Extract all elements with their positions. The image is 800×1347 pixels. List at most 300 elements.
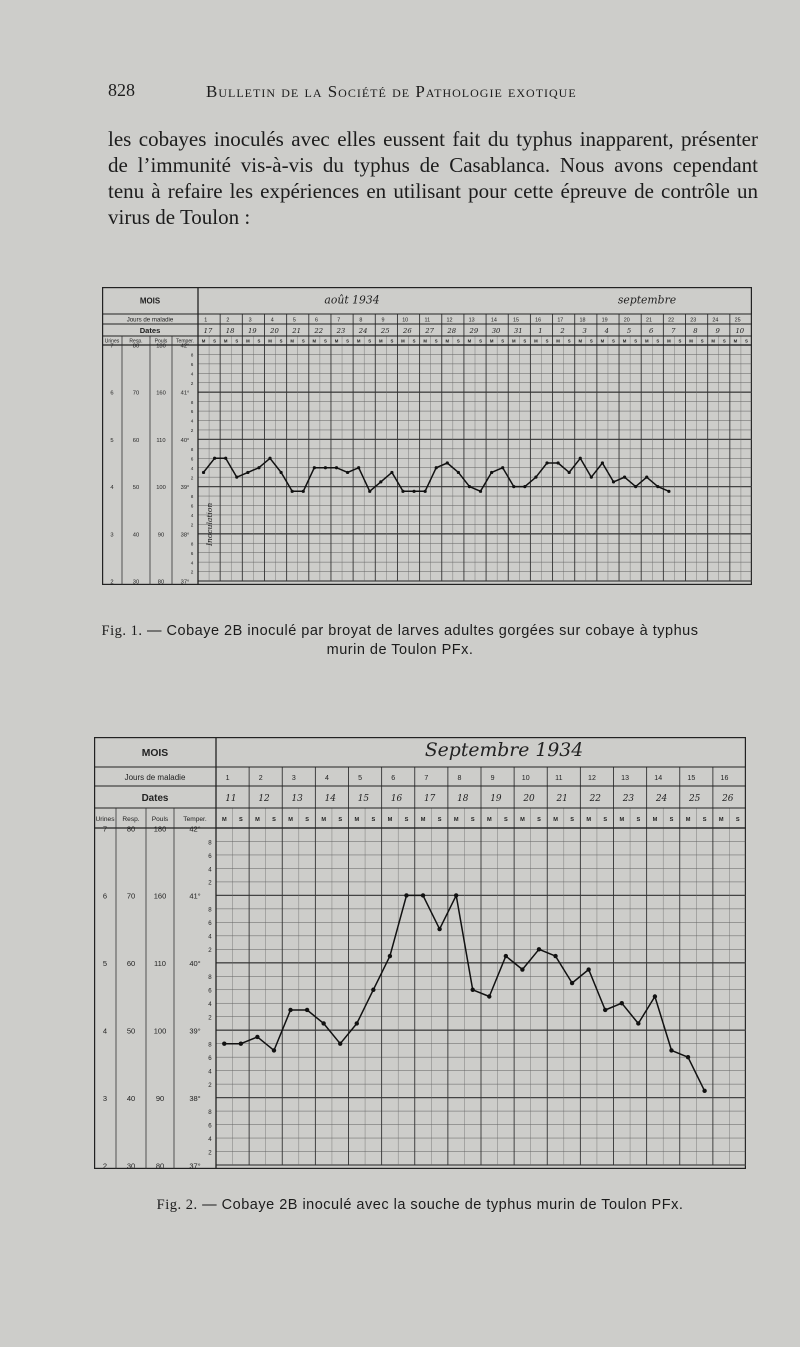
pouls-scale-value: 90 xyxy=(155,1093,165,1103)
temper-fraction-tick: 2 xyxy=(208,1081,212,1089)
temperature-point xyxy=(667,490,670,493)
date-value: 8 xyxy=(693,326,698,335)
evening-marker: S xyxy=(437,816,442,823)
evening-marker: S xyxy=(338,816,343,823)
temperature-point xyxy=(603,1008,607,1012)
day-of-illness: 9 xyxy=(490,774,495,782)
evening-marker: S xyxy=(570,816,574,823)
morning-marker: M xyxy=(553,816,558,823)
evening-marker: S xyxy=(390,338,394,344)
temperature-point xyxy=(338,1041,342,1045)
temperature-point xyxy=(487,994,491,998)
month-header: septembre xyxy=(617,293,677,307)
date-value: 17 xyxy=(203,326,213,335)
temper-fraction-tick: 2 xyxy=(208,947,212,955)
temper-fraction-tick: 2 xyxy=(190,569,194,575)
temper-fraction-tick: 4 xyxy=(190,418,194,424)
urines-scale-value: 4 xyxy=(110,485,114,492)
day-of-illness: 4 xyxy=(325,774,329,782)
date-value: 21 xyxy=(292,326,301,335)
temper-fraction-tick: 6 xyxy=(208,987,212,995)
day-of-illness: 13 xyxy=(468,317,475,324)
morning-marker: M xyxy=(467,338,472,344)
temper-fraction-tick: 2 xyxy=(208,879,212,887)
temperature-point xyxy=(379,480,382,483)
temperature-point xyxy=(401,490,404,493)
temper-fraction-tick: 6 xyxy=(208,1122,212,1130)
temper-fraction-tick: 8 xyxy=(208,1108,212,1116)
temperature-point xyxy=(324,466,327,469)
urines-scale-value: 3 xyxy=(110,532,114,539)
resp-scale-value: 60 xyxy=(126,959,136,969)
month-header: août 1934 xyxy=(324,293,380,307)
temper-fraction-tick: 8 xyxy=(190,399,194,405)
temper-fraction-tick: 8 xyxy=(190,352,194,358)
urines-scale-value: 7 xyxy=(110,343,114,350)
evening-marker: S xyxy=(503,816,508,823)
day-of-illness: 22 xyxy=(668,317,675,324)
evening-marker: S xyxy=(567,338,571,344)
evening-marker: S xyxy=(669,816,674,823)
morning-marker: M xyxy=(685,816,691,823)
urines-scale-value: 7 xyxy=(102,824,108,834)
morning-marker: M xyxy=(312,338,317,344)
day-of-illness: 16 xyxy=(720,774,729,782)
urines-scale-value: 3 xyxy=(102,1093,108,1103)
temper-fraction-tick: 6 xyxy=(190,503,194,509)
evening-marker: S xyxy=(470,816,475,823)
morning-marker: M xyxy=(290,338,294,344)
running-title: Bulletin de la Société de Pathologie exotique xyxy=(206,82,577,101)
day-of-illness: 7 xyxy=(337,317,341,324)
morning-marker: M xyxy=(268,338,272,344)
resp-scale-value: 70 xyxy=(132,390,140,397)
temperature-point xyxy=(357,466,360,469)
temperature-point xyxy=(305,1008,309,1012)
temperature-point xyxy=(634,485,637,488)
temperature-point xyxy=(291,490,294,493)
morning-marker: M xyxy=(354,816,360,823)
evening-marker: S xyxy=(700,338,704,344)
morning-marker: M xyxy=(453,816,459,823)
temperature-point xyxy=(520,967,524,971)
day-of-illness: 4 xyxy=(270,317,274,324)
temper-scale-value: 38° xyxy=(189,1093,201,1103)
temperature-point xyxy=(213,457,216,460)
resp-scale-value: 70 xyxy=(126,891,136,901)
temper-label: Temper. xyxy=(183,815,207,823)
evening-marker: S xyxy=(656,338,660,344)
dates-label: Dates xyxy=(141,792,169,804)
urines-scale-value: 4 xyxy=(102,1026,108,1036)
page-number: 828 xyxy=(108,80,135,100)
temper-fraction-tick: 4 xyxy=(190,465,194,471)
date-value: 9 xyxy=(715,326,720,335)
day-of-illness: 12 xyxy=(446,317,453,324)
date-value: 5 xyxy=(626,326,632,335)
temper-fraction-tick: 6 xyxy=(190,456,194,462)
temperature-point xyxy=(579,457,582,460)
morning-marker: M xyxy=(644,338,649,344)
date-value: 22 xyxy=(589,793,601,804)
temper-fraction-tick: 4 xyxy=(208,866,212,874)
temperature-point xyxy=(255,1035,259,1039)
day-of-illness: 3 xyxy=(248,317,252,324)
day-of-illness: 10 xyxy=(402,317,409,324)
mois-label: MOIS xyxy=(139,296,161,306)
temper-fraction-tick: 4 xyxy=(208,1001,212,1009)
date-value: 2 xyxy=(560,326,565,335)
resp-label: Resp. xyxy=(122,815,140,823)
temper-scale-value: 40° xyxy=(180,437,190,444)
pouls-scale-value: 110 xyxy=(154,959,166,969)
temper-scale-value: 39° xyxy=(180,485,190,492)
day-of-illness: 1 xyxy=(225,774,230,782)
temperature-point xyxy=(479,490,482,493)
temperature-point xyxy=(570,981,574,985)
temper-fraction-tick: 4 xyxy=(208,933,212,941)
evening-marker: S xyxy=(235,338,239,344)
temper-fraction-tick: 8 xyxy=(190,541,194,547)
temper-fraction-tick: 6 xyxy=(190,362,194,368)
day-of-illness: 6 xyxy=(315,317,319,324)
resp-scale-value: 80 xyxy=(126,824,136,834)
morning-marker: M xyxy=(401,338,405,344)
evening-marker: S xyxy=(603,816,608,823)
temper-fraction-tick: 2 xyxy=(190,522,194,528)
temperature-point xyxy=(645,476,648,479)
urines-scale-value: 6 xyxy=(102,891,108,901)
morning-marker: M xyxy=(379,338,383,344)
figure-1-text: — Cobaye 2B inoculé par broyat de larves adultes gorgées sur cobaye à typhus murin de Toulon PFx. xyxy=(147,623,699,658)
temper-fraction-tick: 4 xyxy=(208,1068,212,1076)
morning-marker: M xyxy=(556,338,560,344)
evening-marker: S xyxy=(272,816,276,823)
pouls-scale-value: 160 xyxy=(153,891,167,901)
temperature-point xyxy=(504,954,508,958)
temperature-point xyxy=(257,466,260,469)
day-of-illness: 11 xyxy=(555,774,563,782)
morning-marker: M xyxy=(221,816,227,823)
date-value: 23 xyxy=(622,793,635,804)
temperature-point xyxy=(246,471,249,474)
urines-scale-value: 6 xyxy=(110,390,114,397)
figure-1-label: Fig. 1. xyxy=(101,623,143,639)
temper-fraction-tick: 8 xyxy=(190,447,194,452)
temper-scale-value: 41° xyxy=(189,891,201,901)
temperature-point xyxy=(636,1021,640,1025)
temperature-point xyxy=(590,476,593,479)
temperature-point xyxy=(446,461,449,464)
temperature-point xyxy=(612,480,615,483)
evening-marker: S xyxy=(537,816,541,823)
urines-scale-value: 5 xyxy=(110,437,114,444)
temper-fraction-tick: 8 xyxy=(208,839,212,847)
temperature-point xyxy=(321,1021,325,1025)
morning-marker: M xyxy=(534,338,538,344)
date-value: 11 xyxy=(225,793,237,804)
evening-marker: S xyxy=(523,338,527,344)
date-value: 7 xyxy=(671,326,676,335)
evening-marker: S xyxy=(589,338,593,344)
temperature-point xyxy=(669,1048,673,1052)
resp-scale-value: 60 xyxy=(132,437,140,444)
morning-marker: M xyxy=(733,338,738,344)
figure-2-caption xyxy=(80,1196,760,1215)
month-header: Septembre 1934 xyxy=(424,740,584,762)
pouls-label: Pouls xyxy=(154,338,168,345)
temperature-point xyxy=(545,461,548,464)
temper-scale-value: 38° xyxy=(180,532,190,539)
resp-scale-value: 40 xyxy=(132,532,140,539)
evening-marker: S xyxy=(678,338,682,344)
temperature-point xyxy=(404,893,408,897)
temperature-point xyxy=(335,466,338,469)
temperature-point xyxy=(523,485,526,488)
temperature-point xyxy=(437,927,441,931)
evening-marker: S xyxy=(213,338,217,344)
temperature-point xyxy=(421,893,425,897)
date-value: 4 xyxy=(604,326,610,335)
temper-scale-value: 40° xyxy=(189,959,201,969)
day-of-illness: 19 xyxy=(601,317,608,324)
temper-fraction-tick: 2 xyxy=(208,1149,212,1157)
pouls-scale-value: 160 xyxy=(156,390,166,397)
evening-marker: S xyxy=(346,338,350,344)
day-of-illness: 17 xyxy=(557,317,564,324)
pouls-scale-value: 100 xyxy=(153,1026,167,1036)
temper-fraction-tick: 2 xyxy=(190,380,194,386)
pouls-scale-value: 100 xyxy=(156,485,166,492)
temperature-point xyxy=(202,471,205,474)
temper-fraction-tick: 2 xyxy=(190,428,194,434)
morning-marker: M xyxy=(600,338,605,344)
date-value: 25 xyxy=(380,326,390,335)
date-value: 31 xyxy=(513,326,523,335)
temper-scale-value: 42° xyxy=(180,343,190,350)
morning-marker: M xyxy=(356,338,361,344)
temperature-point xyxy=(534,476,537,479)
date-value: 14 xyxy=(324,793,336,804)
temper-fraction-tick: 4 xyxy=(190,560,194,566)
date-value: 18 xyxy=(457,793,469,804)
evening-marker: S xyxy=(257,338,261,344)
date-value: 29 xyxy=(469,326,479,335)
day-of-illness: 12 xyxy=(588,774,596,782)
date-value: 26 xyxy=(722,793,734,804)
date-value: 1 xyxy=(538,326,543,335)
temperature-point xyxy=(268,457,271,460)
pouls-scale-value: 180 xyxy=(153,824,167,834)
evening-marker: S xyxy=(702,816,707,823)
morning-marker: M xyxy=(321,816,326,823)
day-of-illness: 6 xyxy=(391,774,396,782)
temperature-point xyxy=(368,490,371,493)
temperature-point xyxy=(288,1008,292,1012)
evening-marker: S xyxy=(735,816,740,823)
date-value: 3 xyxy=(582,326,587,335)
temper-fraction-tick: 8 xyxy=(208,1041,212,1049)
temperature-point xyxy=(222,1041,226,1045)
temperature-point xyxy=(346,471,349,474)
fever-chart-2 xyxy=(94,737,746,1169)
evening-marker: S xyxy=(634,338,638,344)
evening-marker: S xyxy=(545,338,549,344)
temperature-point xyxy=(468,485,471,488)
date-value: 24 xyxy=(655,793,668,804)
date-value: 22 xyxy=(314,326,324,335)
resp-scale-value: 80 xyxy=(132,343,140,350)
temperature-point xyxy=(702,1089,706,1093)
day-of-illness: 16 xyxy=(535,317,542,324)
temperature-point xyxy=(620,1001,624,1005)
evening-marker: S xyxy=(501,338,505,344)
temperature-point xyxy=(235,476,238,479)
day-of-illness: 10 xyxy=(521,774,530,782)
morning-marker: M xyxy=(334,338,339,344)
temperature-point xyxy=(435,466,438,469)
date-value: 20 xyxy=(523,793,535,804)
date-value: 13 xyxy=(291,793,303,804)
resp-scale-value: 30 xyxy=(132,579,140,585)
resp-scale-value: 50 xyxy=(132,485,140,492)
evening-marker: S xyxy=(722,338,726,344)
figure-2-text: — Cobaye 2B inoculé avec la souche de typhus murin de Toulon PFx. xyxy=(202,1197,684,1213)
temperature-point xyxy=(653,994,657,998)
figure-1-caption xyxy=(100,622,700,660)
evening-marker: S xyxy=(305,816,309,823)
temperature-point xyxy=(302,490,305,493)
morning-marker: M xyxy=(486,816,492,823)
morning-marker: M xyxy=(667,338,671,344)
evening-marker: S xyxy=(301,338,305,344)
pouls-scale-value: 110 xyxy=(156,437,166,444)
morning-marker: M xyxy=(619,816,625,823)
day-of-illness: 9 xyxy=(381,317,385,324)
day-of-illness: 8 xyxy=(457,774,462,782)
day-of-illness: 25 xyxy=(734,317,741,324)
date-value: 21 xyxy=(556,793,568,804)
temper-fraction-tick: 6 xyxy=(190,550,194,556)
evening-marker: S xyxy=(368,338,372,344)
morning-marker: M xyxy=(689,338,693,344)
date-value: 28 xyxy=(447,326,457,335)
morning-marker: M xyxy=(711,338,716,344)
evening-marker: S xyxy=(434,338,438,344)
date-value: 17 xyxy=(423,793,436,804)
inoculation-note: Inoculation xyxy=(205,502,214,546)
temper-fraction-tick: 4 xyxy=(190,371,194,377)
temperature-point xyxy=(454,893,458,897)
morning-marker: M xyxy=(511,338,516,344)
resp-scale-value: 40 xyxy=(126,1093,136,1103)
date-value: 26 xyxy=(403,326,412,335)
morning-marker: M xyxy=(387,816,393,823)
evening-marker: S xyxy=(456,338,460,344)
day-of-illness: 14 xyxy=(490,317,497,324)
temperature-point xyxy=(471,988,475,992)
date-value: 24 xyxy=(358,326,368,335)
resp-scale-value: 50 xyxy=(126,1026,136,1036)
evening-marker: S xyxy=(323,338,327,344)
temperature-point xyxy=(601,461,604,464)
day-of-illness: 5 xyxy=(358,774,363,782)
day-of-illness: 8 xyxy=(359,317,363,324)
temper-fraction-tick: 8 xyxy=(208,974,212,982)
date-value: 6 xyxy=(648,326,654,335)
temperature-point xyxy=(490,471,493,474)
pouls-scale-value: 90 xyxy=(157,532,165,539)
day-of-illness: 2 xyxy=(258,774,263,782)
urines-scale-value: 5 xyxy=(102,959,108,969)
morning-marker: M xyxy=(718,816,724,823)
temper-scale-value: 42° xyxy=(189,824,201,834)
chart-1-svg xyxy=(102,287,752,585)
evening-marker: S xyxy=(479,338,482,344)
temper-scale-value: 37° xyxy=(189,1161,201,1169)
morning-marker: M xyxy=(586,816,591,823)
day-of-illness: 15 xyxy=(512,317,519,324)
pouls-scale-value: 80 xyxy=(157,579,165,585)
evening-marker: S xyxy=(612,338,615,344)
temperature-point xyxy=(501,466,504,469)
temperature-point xyxy=(553,954,557,958)
temper-fraction-tick: 6 xyxy=(208,920,212,928)
day-of-illness: 13 xyxy=(621,774,630,782)
day-of-illness: 3 xyxy=(291,774,296,782)
temper-scale-value: 39° xyxy=(189,1026,201,1036)
urines-scale-value: 2 xyxy=(110,579,114,585)
temperature-point xyxy=(280,471,283,474)
date-value: 12 xyxy=(258,793,270,804)
temper-fraction-tick: 8 xyxy=(190,494,194,500)
urines-label: Urines xyxy=(104,338,120,345)
morning-marker: M xyxy=(622,338,627,344)
evening-marker: S xyxy=(404,816,409,823)
day-of-illness: 1 xyxy=(204,317,208,324)
day-of-illness: 21 xyxy=(645,317,652,324)
temperature-point xyxy=(512,485,515,488)
temper-fraction-tick: 2 xyxy=(208,1014,212,1022)
temperature-point xyxy=(272,1048,276,1052)
temperature-point xyxy=(623,476,626,479)
day-of-illness: 2 xyxy=(226,317,230,324)
morning-marker: M xyxy=(201,338,206,344)
temperature-point xyxy=(537,947,541,951)
temperature-point xyxy=(457,471,460,474)
fever-chart-1 xyxy=(102,287,752,585)
morning-marker: M xyxy=(255,816,260,823)
dates-label: Dates xyxy=(139,325,161,335)
chart-2-svg xyxy=(94,737,746,1169)
date-value: 16 xyxy=(390,793,403,804)
running-header xyxy=(108,80,688,104)
date-value: 10 xyxy=(735,326,745,335)
temperature-point xyxy=(656,485,659,488)
temper-fraction-tick: 8 xyxy=(208,906,212,914)
evening-marker: S xyxy=(745,338,748,344)
temper-fraction-tick: 6 xyxy=(190,409,194,415)
temper-scale-value: 41° xyxy=(180,390,190,397)
evening-marker: S xyxy=(279,338,283,344)
temperature-point xyxy=(586,967,590,971)
temperature-point xyxy=(412,490,415,493)
temperature-point xyxy=(568,471,571,474)
date-value: 23 xyxy=(336,326,346,335)
date-value: 19 xyxy=(490,793,502,804)
evening-marker: S xyxy=(412,338,416,344)
morning-marker: M xyxy=(652,816,658,823)
